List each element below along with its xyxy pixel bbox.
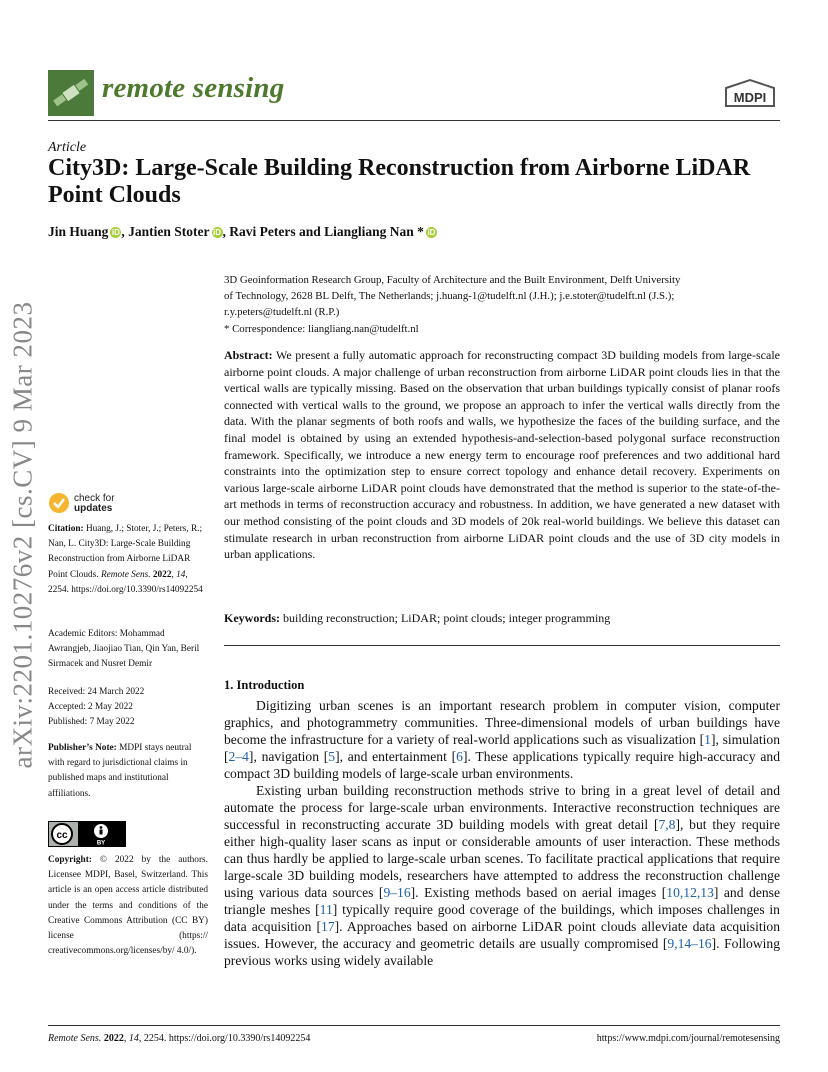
- abstract: [224, 347, 780, 563]
- keywords: [224, 610, 780, 626]
- citation-link[interactable]: 11: [319, 902, 333, 917]
- citation-link[interactable]: 5: [328, 749, 336, 764]
- orcid-icon[interactable]: iD: [427, 228, 436, 237]
- body-text: [224, 697, 780, 969]
- copyright-notice: Copyright: © 2022 by the authors. Licensee MDPI, Basel, Switzerland. This article is an open access article distributed under the terms and conditions of the Creative Commons Attribution (CC BY) license (https:// creativecommons.org/licenses/by/ 4.0/).: [48, 855, 208, 957]
- academic-editors: Academic Editors: Mohammad Awrangjeb, Jiaojiao Tian, Qin Yan, Beril Sirmacek and Nusret Demir: [48, 629, 200, 670]
- publisher-note: Publisher’s Note: MDPI stays neutral with regard to jurisdictional claims in published maps and institutional affiliations.: [48, 743, 192, 799]
- citation-link[interactable]: 10,12,13: [666, 885, 714, 900]
- doi-link[interactable]: , 2254. https://doi.org/10.3390/rs14092254: [48, 569, 203, 595]
- author-name[interactable]: Jantien Stoter: [128, 224, 210, 239]
- orcid-icon[interactable]: iD: [213, 228, 222, 237]
- citation-link[interactable]: 2–4: [228, 749, 249, 764]
- orcid-icon[interactable]: iD: [111, 228, 120, 237]
- paragraph: Digitizing urban scenes is an important research problem in computer vision, computer graphics, and photogrammetry communities. Three-dimensional models of urban buildings have become the infrastructure for a variety of real-world applications such as visualization [1], simulation [2–4], navigation [5], and entertainment [6]. These applications typically require high-accuracy and compact 3D building models of large-scale urban environments.: [224, 698, 780, 781]
- cc-by-license-icon[interactable]: [48, 821, 126, 847]
- footer-doi-link[interactable]: , 2254. https://doi.org/10.3390/rs14092254: [138, 1033, 311, 1044]
- citation-block: Citation: Huang, J.; Stoter, J.; Peters, R.; Nan, L. City3D: Large-Scale Building Reconstruction from Airborne LiDAR Point Clouds. Remote Sens. 2022, 14, 2254. https://doi.org/10.3390/rs14092254: [48, 524, 203, 595]
- citation-link[interactable]: 1: [704, 732, 711, 747]
- author-list: Jin Huang iD , Jantien Stoter iD , Ravi Peters and Liangliang Nan * iD: [48, 224, 436, 239]
- journal-logo-icon: [48, 70, 94, 116]
- arxiv-stamp: arXiv:2201.10276v2 [cs.CV] 9 Mar 2023: [7, 301, 38, 769]
- abstract-label: Abstract:: [224, 348, 273, 362]
- citation-link[interactable]: 17: [321, 919, 335, 934]
- abstract-text: We present a fully automatic approach for reconstructing compact 3D building models from large-scale airborne point clouds. A major challenge of urban reconstruction from airborne LiDAR point clouds lies in that the vertical walls are typically missing. Based on the observation that urban buildings typically consist of planar roofs connected with vertical walls to the ground, we propose an approach to infer the vertical walls directly from the data. With the planar segments of both roofs and walls, we hypothesize the faces of the building surface, and the final model is obtained by using an extended hypothesis-and-selection-based polygonal surface reconstruction framework. Specifically, we introduce a new energy term to encourage roof preferences and two additional hard constraints into the optimization step to ensure correct topology and enhance detail recovery. Experiments on various large-scale airborne LiDAR point clouds have demonstrated that the method is superior to the state-of-the-art methods in terms of reconstruction accuracy and robustness. In addition, we have generated a new dataset with our method consisting of the point clouds and 3D models of 20k real-world buildings. We believe this dataset can stimulate research in urban reconstruction from airborne LiDAR point clouds and the use of 3D city models in urban applications.: [224, 348, 780, 562]
- author-name[interactable]: Jin Huang: [48, 224, 109, 239]
- journal-name: remote sensing: [102, 72, 285, 104]
- svg-text:BY: BY: [96, 840, 106, 847]
- check-for-updates-icon[interactable]: [48, 492, 70, 514]
- citation-link[interactable]: 6: [456, 749, 463, 764]
- footer-citation: Remote Sens. 2022, 14, 2254. https://doi.org/10.3390/rs14092254: [48, 1033, 311, 1044]
- dates-block: Received: 24 March 2022 Accepted: 2 May 2022 Published: 7 May 2022: [48, 687, 145, 728]
- check-for-updates-button[interactable]: check for updates: [74, 493, 115, 514]
- keywords-text: building reconstruction; LiDAR; point clouds; integer programming: [283, 611, 611, 625]
- citation-link[interactable]: 9,14–16: [667, 936, 712, 951]
- citation-link[interactable]: 9–16: [383, 885, 411, 900]
- article-type: Article: [48, 140, 87, 155]
- section-heading: 1. Introduction: [224, 678, 305, 692]
- footer-rule: [48, 1025, 780, 1026]
- section-rule: [224, 645, 780, 646]
- header-rule: [48, 120, 780, 121]
- mdpi-logo: [720, 78, 780, 112]
- citation-link[interactable]: 7,8: [658, 817, 676, 832]
- svg-text:MDPI: MDPI: [733, 90, 767, 105]
- paragraph: Existing urban building reconstruction methods strive to bring in a great level of detail and automate the process for large-scale urban environments. Interactive reconstruction techniques are successful in reconstructing accurate 3D building models with great detail [7,8], but they require either high-quality laser scans as input or considerable amounts of user interaction. These methods can thus hardly be applied to large-scale urban scenes. To facilitate practical applications that require large-scale 3D building models, researchers have attempted to address the reconstruction challenge using various data sources [9–16]. Existing methods based on aerial images [10,12,13] and dense triangle meshes [11] typically require good coverage of the buildings, which imposes challenges in data acquisition [17]. Approaches based on airborne LiDAR point clouds alleviate data acquisition issues. However, the accuracy and geometric details are usually compromised [9,14–16]. Following previous works using widely available: [224, 783, 781, 968]
- paper-title: City3D: Large-Scale Building Reconstruction from Airborne LiDAR Point Clouds: [48, 155, 751, 208]
- affiliation: 3D Geoinformation Research Group, Faculty of Architecture and the Built Environment, Delft University of Technology, 2628 BL Delft, The Netherlands; j.huang-1@tudelft.nl (J.H.); j.e.stoter@tudelft.nl (J.S.); r.y.peters@tudelft.nl (R.P.) * Correspondence: liangliang.nan@tudelft.nl: [224, 274, 681, 335]
- author-name[interactable]: Ravi Peters and Liangliang Nan *: [229, 224, 424, 239]
- keywords-label: Keywords:: [224, 611, 280, 625]
- footer-journal-link[interactable]: https://www.mdpi.com/journal/remotesensing: [596, 1033, 780, 1044]
- svg-text:cc: cc: [56, 830, 68, 841]
